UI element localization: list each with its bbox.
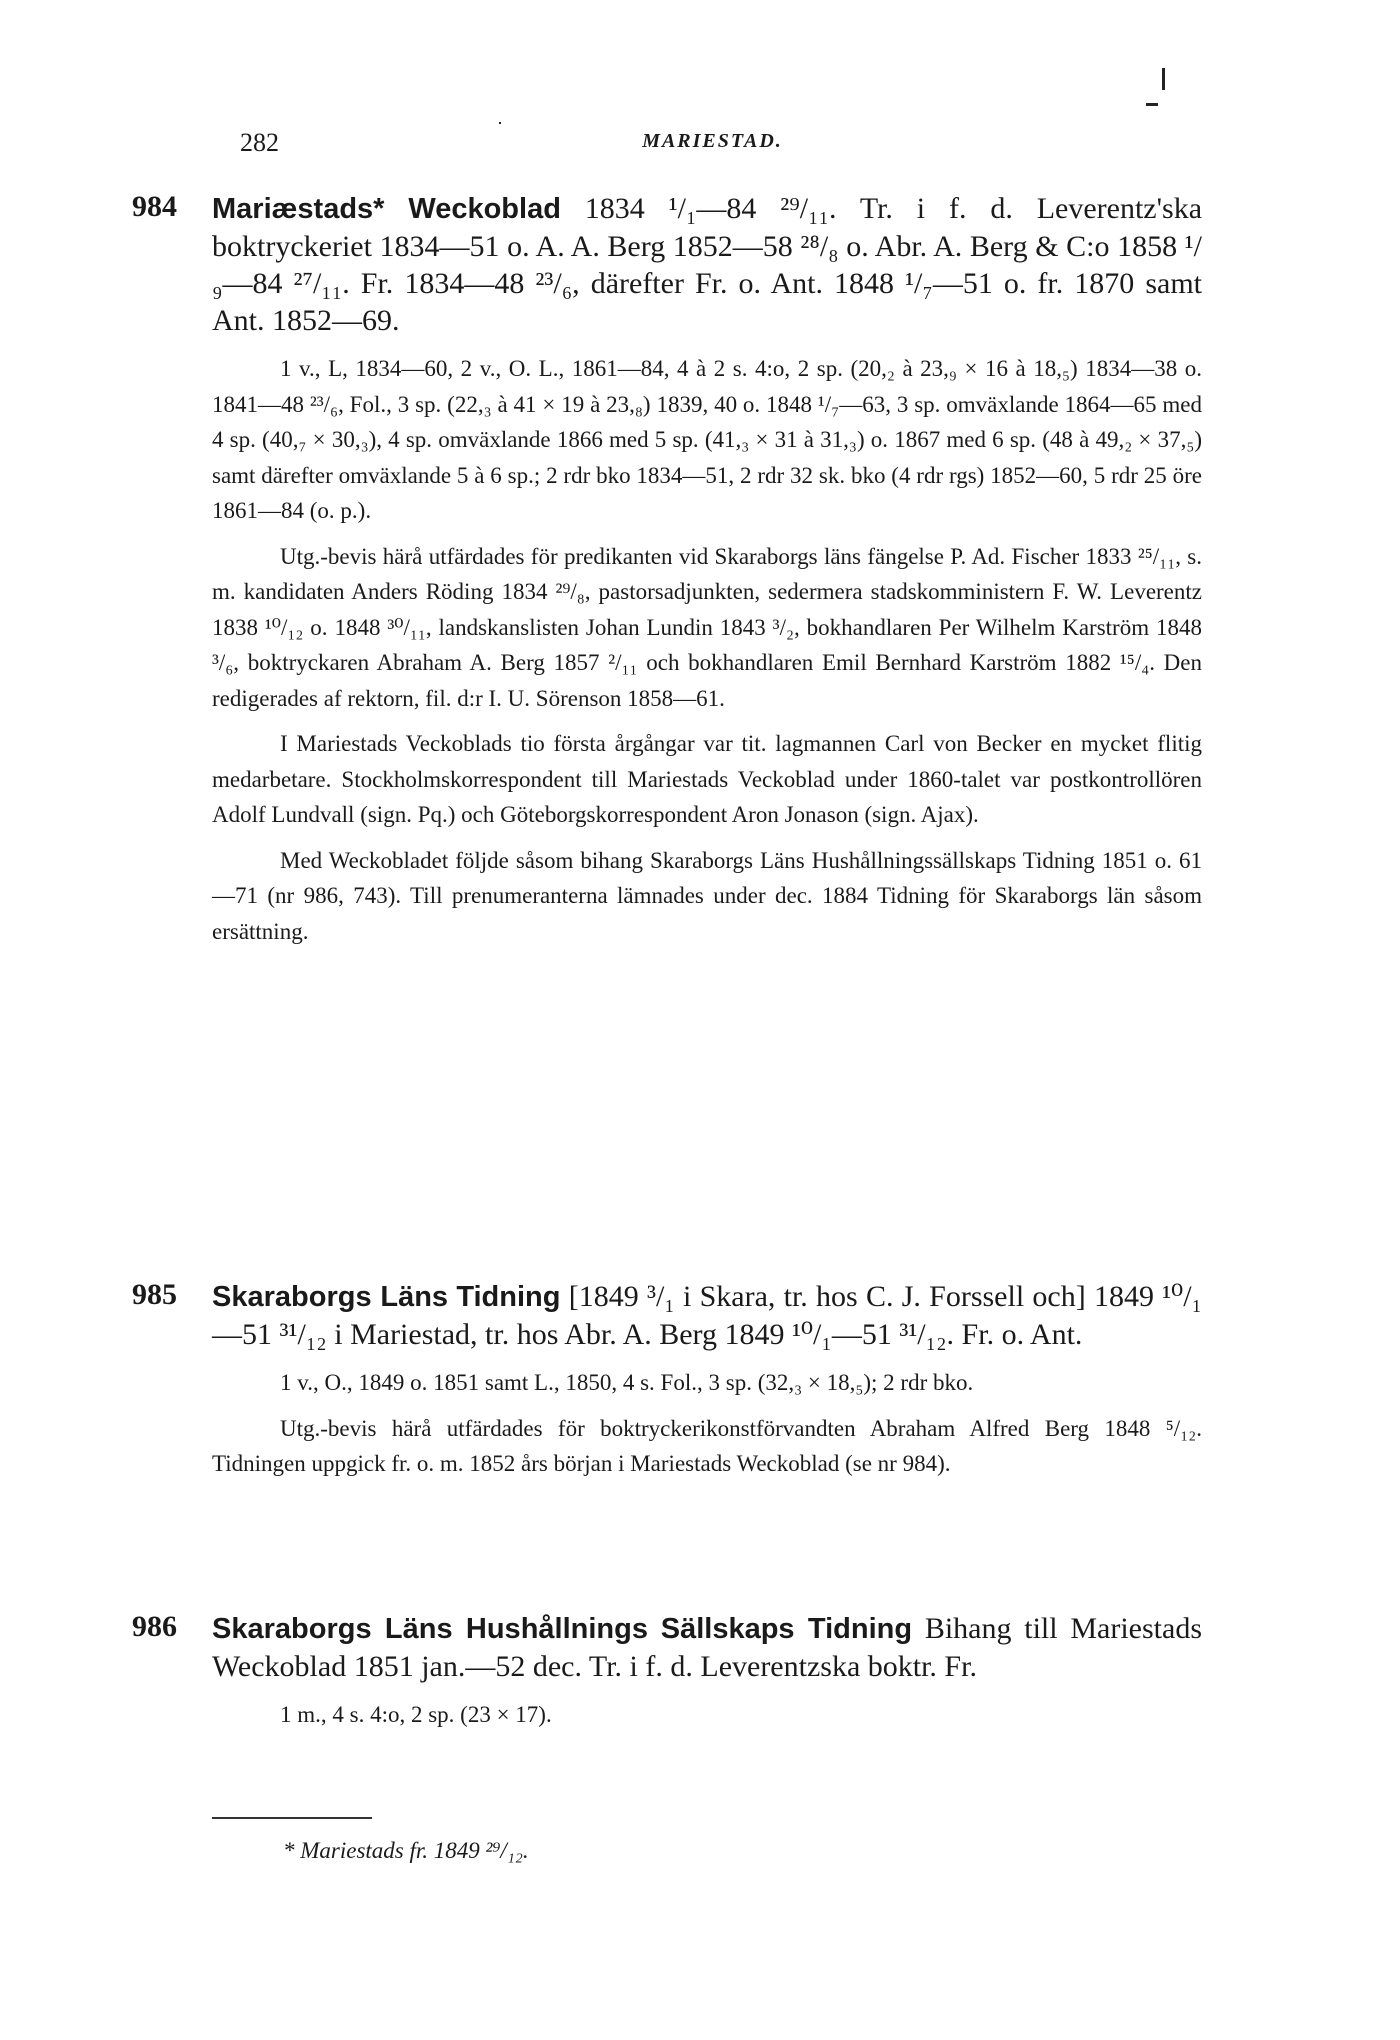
running-head: MARIESTAD. — [642, 130, 783, 152]
page-number: 282 — [240, 128, 279, 157]
entry-lead — [212, 1610, 1202, 1685]
entry-paragraph: 1 v., L, 1834—60, 2 v., O. L., 1861—84, 4 à 2 s. 4:o, 2 sp. (20,₂ à 23,₉ × 16 à 18,₅) 1834—38 o. 1841—48 ²³/₆, Fol., 3 sp. (22,₃ à 41 × 19 à 23,₈) 1839, 40 o. 1848 ¹/₇—63, 3 sp. omväxlande 1864—65 med 4 sp. (40,₇ × 30,₃), 4 sp. omväxlande 1866 med 5 sp. (41,₃ × 31 à 31,₃) o. 1867 med 6 sp. (48 à 49,₂ × 37,₅) samt därefter omväxlande 5 à 6 sp.; 2 rdr bko 1834—51, 2 rdr 32 sk. bko (4 rdr rgs) 1852—60, 5 rdr 25 öre 1861—84 (o. p.). — [212, 356, 1202, 523]
entry-title: Sällskaps Tidning — [660, 1613, 913, 1645]
catalog-entry — [132, 1278, 1202, 1482]
footnote-divider — [212, 1817, 372, 1819]
entry-lead-text: Bihang till Mariestads Weckoblad 1851 jan.—52 dec. Tr. i f. d. Leverentzska boktr. Fr. — [212, 1612, 1202, 1683]
catalog-entry — [132, 1610, 1202, 1733]
scan-mark — [1162, 68, 1165, 90]
page-header — [240, 128, 1185, 168]
entry-paragraph: 1 m., 4 s. 4:o, 2 sp. (23 × 17). — [280, 1702, 552, 1727]
entry-paragraph: 1 v., O., 1849 o. 1851 samt L., 1850, 4 s. Fol., 3 sp. (32,₃ × 18,₅); 2 rdr bko. — [280, 1370, 974, 1395]
entry-title: Tidning — [456, 1281, 561, 1313]
entry-lead — [212, 190, 1202, 339]
entry-lead — [212, 1278, 1202, 1353]
entry-lead-text: [1849 ³/₁ i Skara, tr. hos C. J. Forssell och] 1849 ¹⁰/₁—51 ³¹/₁₂ i Mariestad, tr. hos Abr. A. Berg 1849 ¹⁰/₁—51 ³¹/₁₂. Fr. o. Ant. — [212, 1280, 1203, 1351]
scan-mark — [499, 122, 501, 124]
entry-number: 986 — [132, 1610, 177, 1643]
entry-number: 984 — [132, 190, 177, 223]
entry-number: 985 — [132, 1278, 177, 1311]
scan-mark — [1146, 103, 1158, 106]
footnote: * Mariestads fr. 1849 ²⁹/₁₂. — [283, 1838, 529, 1863]
entry-paragraph: Med Weckobladet följde såsom bihang Skaraborgs Läns Hushållningssällskaps Tidning 1851 o. 61—71 (nr 986, 743). Till prenumeranterna lämnades under dec. 1884 Tidning för Skaraborgs län såsom ersättning. — [212, 847, 1202, 944]
entry-title: Weckoblad — [408, 193, 561, 225]
entry-title: Skaraborgs Läns — [212, 1281, 449, 1313]
entry-paragraph: I Mariestads Veckoblads tio första årgångar var tit. lagmannen Carl von Becker en mycket flitig medarbetare. Stockholmskorrespondent till Mariestads Veckoblad under 1860-talet var postkontrollören Adolf Lundvall (sign. Pq.) och Göteborgskorrespondent Aron Jonason (sign. Ajax). — [212, 731, 1202, 827]
entry-lead-text: 1834 ¹/₁—84 ²⁹/₁₁. Tr. i f. d. Leverentz'ska boktryckeriet 1834—51 o. A. A. Berg 1852—58 ²⁸/₈ o. Abr. A. Berg & C:o 1858 ¹/₉—84 ²⁷/₁₁. Fr. 1834—48 ²³/₆, därefter Fr. o. Ant. 1848 ¹/₇—51 o. fr. 1870 samt Ant. 1852—69. — [212, 192, 1203, 337]
entry-title: Mariæstads* — [212, 193, 385, 225]
catalog-entry — [132, 190, 1202, 949]
entry-paragraph: Utg.-bevis härå utfärdades för predikanten vid Skaraborgs läns fängelse P. Ad. Fischer 1833 ²⁵/₁₁, s. m. kandidaten Anders Röding 1834 ²⁹/₈, pastorsadjunkten, sedermera stadskomministern F. W. Leverentz 1838 ¹⁰/₁₂ o. 1848 ³⁰/₁₁, landskanslisten Johan Lundin 1843 ³/₂, bokhandlaren Per Wilhelm Karström 1848 ³/₆, boktryckaren Abraham A. Berg 1857 ²/₁₁ och bokhandlaren Emil Bernhard Karström 1882 ¹⁵/₄. Den redigerades af rektorn, fil. d:r I. U. Sörenson 1858—61. — [212, 543, 1202, 711]
entry-title: Skaraborgs Läns Hushållnings — [212, 1613, 648, 1645]
entry-paragraph: Utg.-bevis härå utfärdades för boktryckerikonstförvandten Abraham Alfred Berg 1848 ⁵/₁₂. Tidningen uppgick fr. o. m. 1852 års början i Mariestads Weckoblad (se nr 984). — [212, 1415, 1202, 1476]
